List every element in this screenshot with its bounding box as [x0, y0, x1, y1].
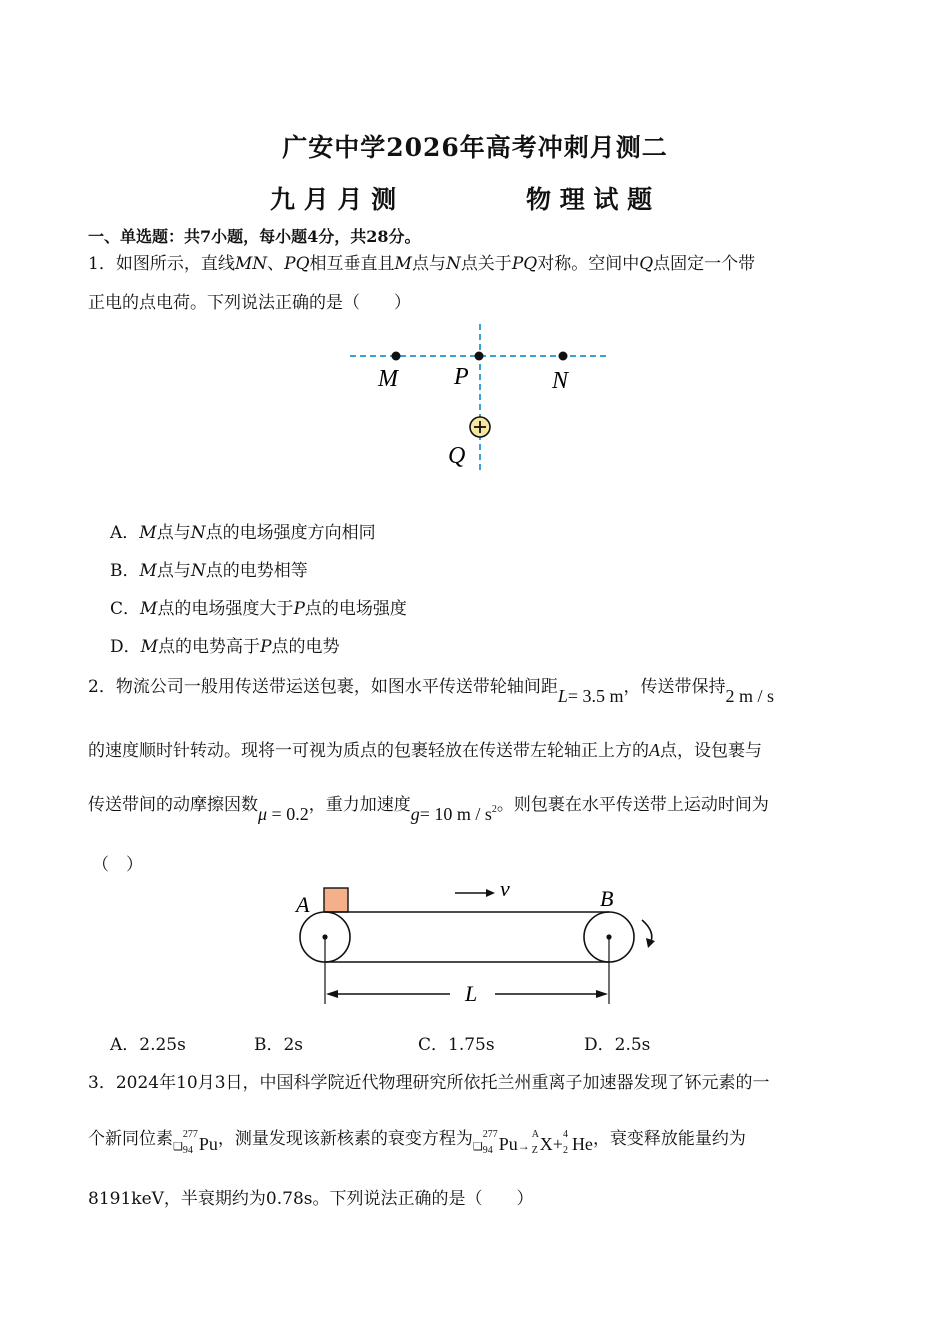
- q2-option-c[interactable]: C．1.75s: [418, 1035, 495, 1055]
- q2-line2: 的速度顺时针转动。现将一可视为质点的包裹轻放在传送带左轮轴正上方的A点，设包裹与: [88, 740, 762, 761]
- q1-line2: 正电的点电荷。下列说法正确的是（ ）: [88, 293, 411, 313]
- section-heading: 一、单选题：共7小题，每小题4分，共28分。: [88, 227, 421, 246]
- q3-line2: 个新同位素❑ 277 94 Pu，测量发现该新核素的衰变方程为❑ 277 94 Pu→ A Z X+ 4 2 He，衰变释放能量约为: [88, 1128, 746, 1156]
- q1-option-c[interactable]: C．M点的电场强度大于P点的电场强度: [110, 599, 407, 619]
- package-box: [324, 888, 348, 912]
- q1-line1: 1．如图所示，直线MN、PQ相互垂直且M点与N点关于PQ对称。空间中Q点固定一个带: [88, 254, 756, 274]
- q2-option-a[interactable]: A．2.25s: [110, 1035, 186, 1055]
- q2-line3: 传送带间的动摩擦因数μ = 0.2，重力加速度g= 10 m / $s^2$。则包裹在水平传送带上运动时间为: [88, 795, 769, 824]
- label-a: A: [296, 892, 310, 917]
- q3-line1: 3．2024年10月3日，中国科学院近代物理研究所依托兰州重离子加速器发现了钚元素的一: [88, 1073, 770, 1093]
- label-b: B: [600, 886, 614, 911]
- exam-title: 广安中学2026年高考冲刺月测二: [282, 133, 668, 162]
- label-v: v: [500, 876, 510, 901]
- label-p: P: [454, 364, 469, 390]
- q1-option-a[interactable]: A．M点与N点的电场强度方向相同: [110, 523, 376, 543]
- label-n: N: [552, 368, 569, 394]
- q1-figure: [340, 318, 620, 478]
- exam-subtitle-subject: 物 理 试 题: [526, 185, 653, 214]
- point-n: [559, 352, 568, 361]
- q1-option-b[interactable]: B．M点与N点的电势相等: [110, 561, 308, 581]
- q2-line1: 2．物流公司一般用传送带运送包裹，如图水平传送带轮轴间距L= 3.5 m，传送带保持2 m / s: [88, 677, 775, 706]
- q2-option-d[interactable]: D．2.5s: [584, 1035, 651, 1055]
- label-q: Q: [448, 443, 466, 469]
- label-m: M: [378, 366, 398, 392]
- exam-subtitle-month: 九 月 月 测: [270, 185, 397, 214]
- point-p: [475, 352, 484, 361]
- q2-figure: [290, 876, 670, 1014]
- point-m: [392, 352, 401, 361]
- q3-line3: 8191keV，半衰期约为0.78s。下列说法正确的是（ ）: [88, 1189, 534, 1209]
- q2-option-b[interactable]: B．2s: [254, 1035, 304, 1055]
- label-l: L: [465, 981, 478, 1006]
- q1-option-d[interactable]: D．M点的电势高于P点的电势: [110, 637, 340, 657]
- q2-line4: （ ）: [92, 855, 143, 875]
